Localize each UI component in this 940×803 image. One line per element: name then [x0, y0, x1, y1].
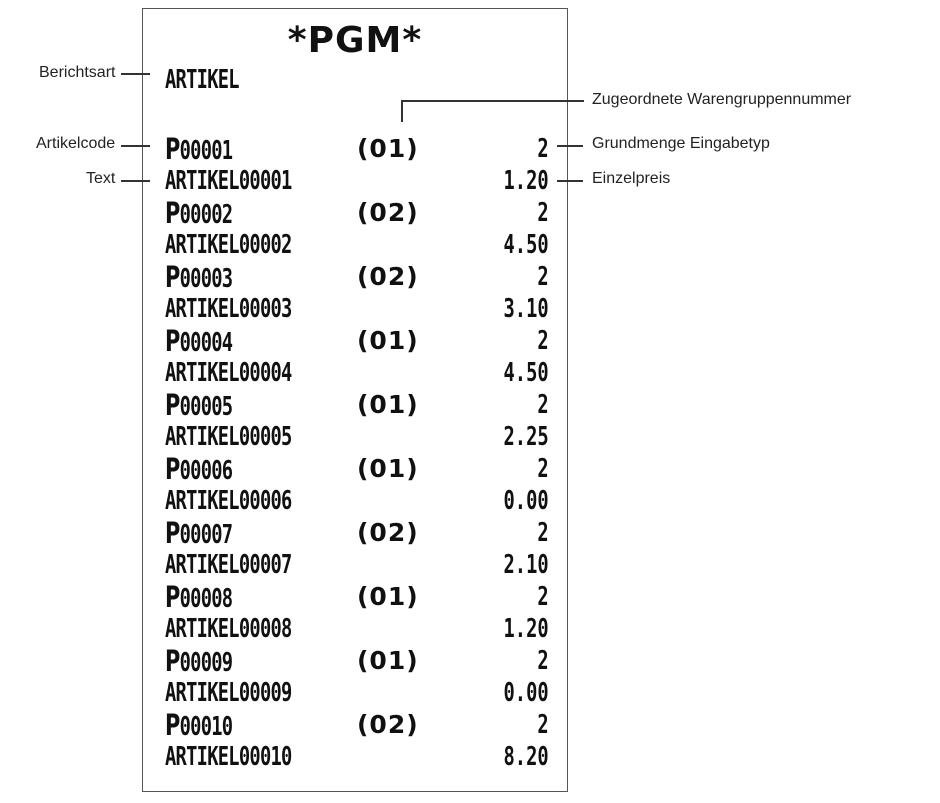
item-unit-price: 0.00 — [503, 678, 549, 708]
item-text-line — [143, 549, 567, 581]
item-code — [165, 645, 232, 679]
item-code — [165, 133, 232, 167]
leader-report-type — [121, 73, 150, 75]
item-code — [165, 581, 232, 615]
item-entry — [143, 453, 567, 517]
item-code-number: 00007 — [179, 520, 233, 550]
item-text: ARTIKEL00001 — [165, 166, 292, 196]
item-group-number: (01) — [357, 454, 419, 483]
item-code — [165, 197, 232, 231]
item-code-number: 00004 — [179, 328, 233, 358]
item-code-prefix: P — [165, 324, 180, 358]
label-text: Text — [86, 170, 116, 187]
item-group-number: (02) — [357, 262, 419, 291]
item-quantity-type: 2 — [537, 518, 549, 548]
item-code-line — [143, 133, 567, 165]
item-group-number: (02) — [357, 198, 419, 227]
item-unit-price: 4.50 — [503, 230, 549, 260]
item-quantity-type: 2 — [537, 390, 549, 420]
item-text: ARTIKEL00007 — [165, 550, 292, 580]
item-code-number: 00003 — [179, 264, 233, 294]
leader-quantity-input-type — [557, 145, 583, 147]
item-text-line — [143, 677, 567, 709]
item-list — [143, 133, 567, 773]
leader-group-number-vertical — [401, 100, 403, 122]
item-unit-price: 2.25 — [503, 422, 549, 452]
item-unit-price: 0.00 — [503, 486, 549, 516]
item-quantity-type: 2 — [537, 134, 549, 164]
item-code-number: 00002 — [179, 200, 233, 230]
item-text: ARTIKEL00010 — [165, 742, 292, 772]
item-entry — [143, 581, 567, 645]
item-code-prefix: P — [165, 644, 180, 678]
item-code-line — [143, 389, 567, 421]
item-unit-price: 2.10 — [503, 550, 549, 580]
item-code — [165, 389, 232, 423]
item-entry — [143, 197, 567, 261]
item-text: ARTIKEL00008 — [165, 614, 292, 644]
item-code-prefix: P — [165, 260, 180, 294]
item-code-prefix: P — [165, 196, 180, 230]
receipt — [142, 8, 568, 792]
item-unit-price: 8.20 — [503, 742, 549, 772]
label-quantity-input-type: Grundmenge Eingabetyp — [592, 135, 770, 152]
item-group-number: (02) — [357, 710, 419, 739]
item-code-prefix: P — [165, 516, 180, 550]
item-text-line — [143, 357, 567, 389]
item-unit-price: 3.10 — [503, 294, 549, 324]
item-text: ARTIKEL00009 — [165, 678, 292, 708]
item-code-line — [143, 261, 567, 293]
item-text: ARTIKEL00004 — [165, 358, 292, 388]
item-code-line — [143, 645, 567, 677]
item-quantity-type: 2 — [537, 710, 549, 740]
item-quantity-type: 2 — [537, 198, 549, 228]
item-quantity-type: 2 — [537, 454, 549, 484]
item-code-number: 00009 — [179, 648, 233, 678]
item-text-line — [143, 741, 567, 773]
item-code — [165, 517, 232, 551]
item-code — [165, 261, 232, 295]
label-group-number: Zugeordnete Warengruppennummer — [592, 91, 852, 108]
item-code-prefix: P — [165, 708, 180, 742]
item-group-number: (01) — [357, 390, 419, 419]
item-code-number: 00008 — [179, 584, 233, 614]
item-code — [165, 453, 232, 487]
item-code-number: 00001 — [179, 136, 233, 166]
item-unit-price: 4.50 — [503, 358, 549, 388]
item-text-line — [143, 613, 567, 645]
item-code-line — [143, 453, 567, 485]
item-code-number: 00010 — [179, 712, 233, 742]
item-code-line — [143, 709, 567, 741]
item-text: ARTIKEL00003 — [165, 294, 292, 324]
item-code-line — [143, 581, 567, 613]
item-code-prefix: P — [165, 132, 180, 166]
item-code-line — [143, 517, 567, 549]
item-entry — [143, 389, 567, 453]
item-entry — [143, 261, 567, 325]
leader-item-code — [121, 145, 150, 147]
item-text-line — [143, 165, 567, 197]
item-code-number: 00005 — [179, 392, 233, 422]
item-entry — [143, 133, 567, 197]
item-code-line — [143, 325, 567, 357]
item-code — [165, 325, 232, 359]
item-group-number: (02) — [357, 518, 419, 547]
item-text-line — [143, 421, 567, 453]
item-group-number: (01) — [357, 646, 419, 675]
label-report-type: Berichtsart — [39, 64, 116, 81]
item-text-line — [143, 485, 567, 517]
report-type: ARTIKEL — [165, 65, 239, 95]
receipt-title: *PGM* — [287, 20, 423, 61]
label-unit-price: Einzelpreis — [592, 170, 671, 187]
label-item-code: Artikelcode — [36, 135, 116, 152]
item-code-line — [143, 197, 567, 229]
item-entry — [143, 645, 567, 709]
item-group-number: (01) — [357, 134, 419, 163]
item-text-line — [143, 229, 567, 261]
item-group-number: (01) — [357, 582, 419, 611]
item-code-prefix: P — [165, 388, 180, 422]
item-code-prefix: P — [165, 452, 180, 486]
item-entry — [143, 709, 567, 773]
item-entry — [143, 325, 567, 389]
item-quantity-type: 2 — [537, 646, 549, 676]
item-text: ARTIKEL00006 — [165, 486, 292, 516]
item-unit-price: 1.20 — [503, 614, 549, 644]
item-text: ARTIKEL00002 — [165, 230, 292, 260]
item-quantity-type: 2 — [537, 262, 549, 292]
item-code — [165, 709, 232, 743]
item-quantity-type: 2 — [537, 326, 549, 356]
item-quantity-type: 2 — [537, 582, 549, 612]
item-group-number: (01) — [357, 326, 419, 355]
item-code-number: 00006 — [179, 456, 233, 486]
item-text-line — [143, 293, 567, 325]
item-entry — [143, 517, 567, 581]
item-code-prefix: P — [165, 580, 180, 614]
leader-group-number-horizontal — [401, 100, 584, 102]
leader-text — [121, 180, 150, 182]
leader-unit-price — [557, 180, 583, 182]
item-unit-price: 1.20 — [503, 166, 549, 196]
item-text: ARTIKEL00005 — [165, 422, 292, 452]
